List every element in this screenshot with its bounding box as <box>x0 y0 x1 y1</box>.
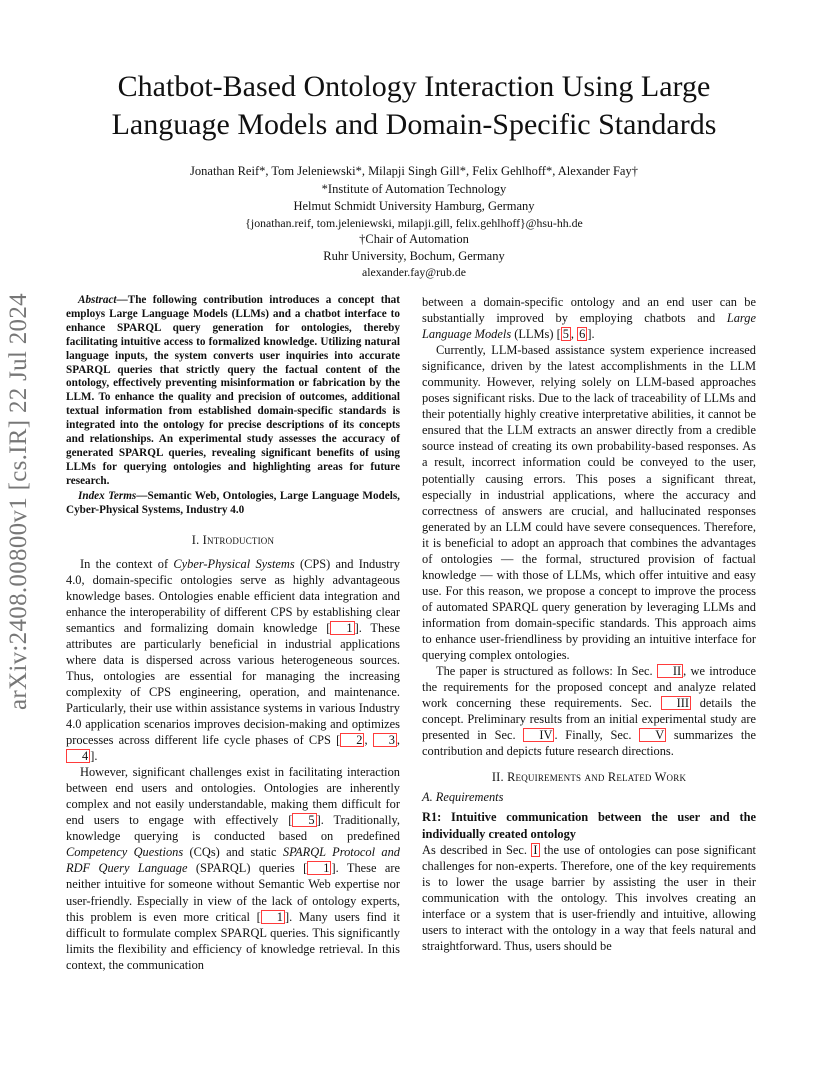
requirement-r1-heading: R1: Intuitive communication between the user and the individually created ontology <box>422 810 756 841</box>
section-link[interactable]: III <box>661 696 691 710</box>
intro-paragraph-2-cont: between a domain-specific ontology and an end user can be substantially improved by employing chatbots and Large Language Models (LLMs) [ 5 , 6 ]. <box>422 295 756 342</box>
intro-paragraph-4: The paper is structured as follows: In Sec. II , we introduce the requirements for the proposed concept and analyze related work concerning these requirements. Sec. III details the concept. Preliminary results from an initial experimental study are presented in Sec. IV . Finally, Sec. V summarizes the contribution and depicts future research directions. <box>422 664 757 759</box>
section-link[interactable]: V <box>639 728 666 742</box>
citation-link[interactable]: 1 <box>330 621 354 635</box>
intro-paragraph-1: In the context of Cyber-Physical Systems (CPS) and Industry 4.0, domain-specific ontologies serve as highly advantageous knowledge bases. Ontologies enable efficient data integration and enhance the interoperability of different CPS by establishing clear semantics and formalizing domain knowledge [ 1 ]. These attributes are particularly beneficial in industrial applications where data is dispersed across various heterogeneous sources. Thus, ontologies are essential for managing the increasing complexity of CPS engineering, operation, and maintenance. Particularly, their use within assistance systems in various Industry 4.0 application scenarios improves decision-making and optimizes processes across different life cycle phases of CPS [ 2 , 3 , 4 ]. <box>66 556 401 764</box>
requirement-r1-paragraph: As described in Sec. I the use of ontologies can pose significant challenges for non-experts. Therefore, one of the key requirements is to lower the usage barrier by assisting the user in their communication with the ontology. This involves creating an interface or a system that is user-friendly and intuitive, allowing users to interact with the ontology in a way that feels natural and straightforward. Thus, users should be <box>422 842 756 953</box>
index-terms-text: —Semantic Web, Ontologies, Large Language Models, Cyber-Physical Systems, Industry 4.0 <box>66 489 400 516</box>
author-list: Jonathan Reif*, Tom Jeleniewski*, Milapji Singh Gill*, Felix Gehlhoff*, Alexander Fay† <box>190 164 638 178</box>
citation-link[interactable]: 3 <box>373 733 397 747</box>
affiliation-1-emails: {jonathan.reif, tom.jeleniewski, milapji.gill, felix.gehlhoff}@hsu-hh.de <box>245 216 583 230</box>
abstract <box>66 294 400 489</box>
section-heading-requirements: II. Requirements and Related Work <box>491 770 687 785</box>
citation-link[interactable]: 5 <box>292 813 316 827</box>
affiliation-2-university: Ruhr University, Bochum, Germany <box>323 249 505 263</box>
right-column <box>422 294 756 954</box>
affiliation-2-email: alexander.fay@rub.de <box>362 265 466 279</box>
citation-link[interactable]: 4 <box>66 749 90 763</box>
arxiv-identifier: arXiv:2408.00800v1 [cs.IR] 22 Jul 2024 <box>5 293 32 710</box>
index-terms-label: Index Terms <box>78 489 137 502</box>
intro-paragraph-3: Currently, LLM-based assistance system experience increased significance, driven by the latest accomplishments in the LLM community. However, relying solely on LLM-based approaches poses significant risks. Due to the lack of traceability of LLMs and their potentially highly creative interpretative abilities, it cannot be ensured that the LLM extracts an answer directly from a credible source instead of creating its own probability-based responses. As a result, incorrect information could be conveyed to the user, potentially causing errors. This poses a significant threat, especially in industrial applications, where the accuracy and correctness of answers are crucial, and hallucinated responses generated by an LLM could have severe consequences. Therefore, it is beneficial to adopt an approach that combines the advantages of ontologies — the formal, structured provision of factual knowledge — with those of LLMs, which offer intuitive and easy use. For this reason, we propose a concept to improve the process of automated SPARQL query generation by leveraging LLMs and information from domain-specific standards. This approach aims to enhance user-friendliness by providing an intuitive interface for querying complex ontologies. <box>422 343 756 663</box>
abstract-label: Abstract <box>78 294 117 306</box>
citation-link[interactable]: 5 <box>562 327 569 342</box>
abstract-text: —The following contribution introduces a concept that employs Large Language Models (LLMs) and a chatbot interface to enhance SPARQL query generation for ontologies, thereby facilitating intuitive access to formalized knowledge. Utilizing natural language inputs, the system converts user inquiries into accurate SPARQL queries that strictly query the factual content of the ontology, effectively preventing misinformation or fabrication by the LLM. To enhance the quality and precision of outcomes, additional textual information from established domain-specific standards is integrated into the ontology for precise descriptions of its concepts and relationships. An experimental study assesses the accuracy of generated SPARQL queries, revealing significant benefits of using LLMs for querying ontologies and highlighting areas for future research. <box>66 294 400 487</box>
section-link[interactable]: I <box>533 842 538 857</box>
left-column <box>66 294 400 973</box>
citation-link[interactable]: 2 <box>340 733 364 747</box>
affiliation-1-university: Helmut Schmidt University Hamburg, Germany <box>293 199 535 213</box>
subsection-heading-requirements: A. Requirements <box>422 790 504 805</box>
citation-link[interactable]: 1 <box>307 861 331 875</box>
section-link[interactable]: II <box>657 664 683 678</box>
citation-link[interactable]: 1 <box>261 910 285 924</box>
section-heading-introduction: I. Introduction <box>191 532 275 547</box>
paper-title: Chatbot-Based Ontology Interaction Using Large Language Models and Domain-Specific Standards <box>111 70 717 141</box>
affiliation-2: †Chair of Automation <box>359 232 469 246</box>
citation-link[interactable]: 6 <box>579 327 586 342</box>
intro-paragraph-2: However, significant challenges exist in facilitating interaction between end users and ontologies. Ontologies are inherently complex and not easily understandable, making them difficult for end users to engage with effectively [ 5 ]. Traditionally, knowledge querying is conducted based on predefined Competency Questions (CQs) and static SPARQL Protocol and RDF Query Language (SPARQL) queries [ 1 ]. These are neither intuitive for someone without Semantic Web expertise nor user-friendly. Especially in view of the lack of ontology experts, this problem is even more critical [ 1 ]. Many users find it difficult to formulate complex SPARQL queries. This significantly limits the flexibility and efficiency of knowledge retrieval. In this context, the communication <box>66 765 401 972</box>
index-terms <box>66 490 400 518</box>
affiliation-1: *Institute of Automation Technology <box>321 182 507 196</box>
section-link[interactable]: IV <box>523 728 554 742</box>
